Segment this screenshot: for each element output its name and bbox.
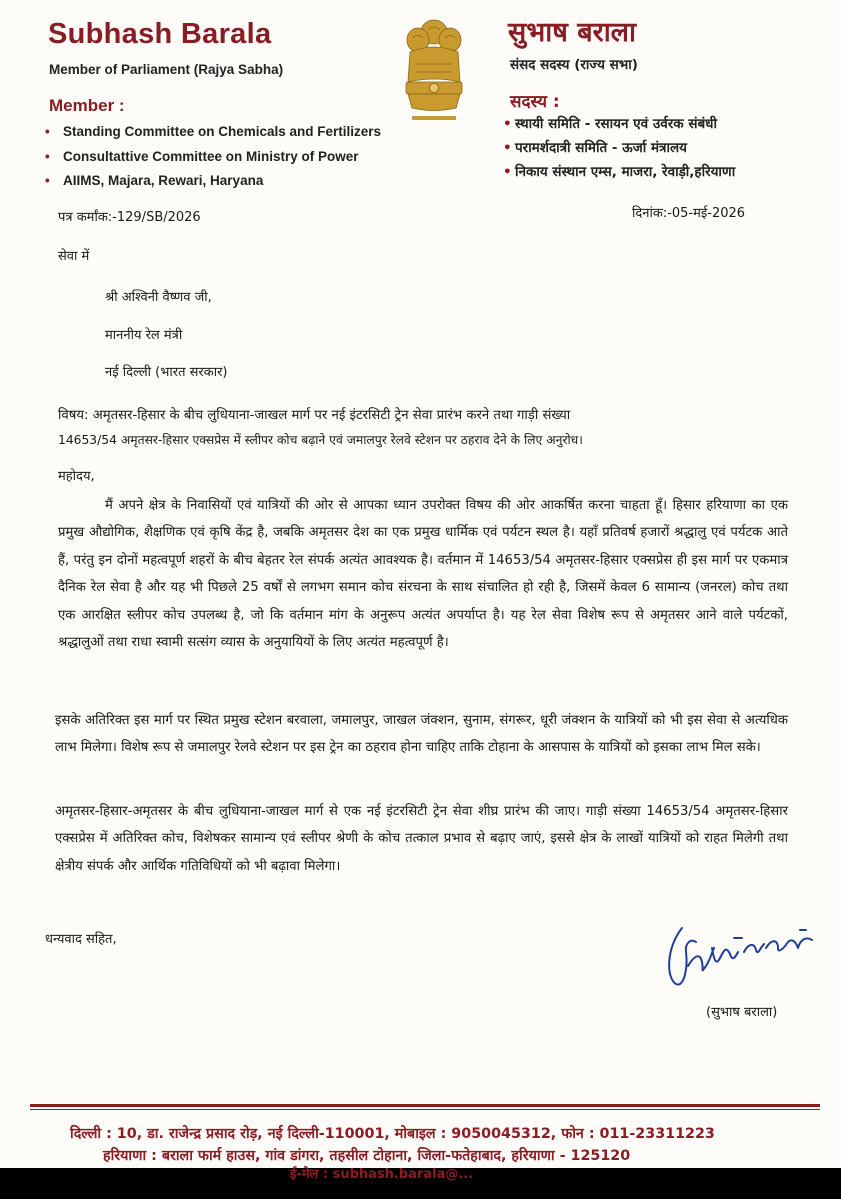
national-emblem-icon <box>398 12 470 130</box>
membership-item: • निकाय संस्थान एम्स, माजरा, रेवाड़ी,हरियाणा <box>503 164 736 180</box>
membership-item: • Standing Committee on Chemicals and Fertilizers <box>45 124 382 139</box>
footer-haryana-address: हरियाणा : बराला फार्म हाउस, गांव डांगरा, तहसील टोहाना, जिला-फतेहाबाद, हरियाणा - 125120 <box>103 1148 631 1164</box>
body-paragraph: मैं अपने क्षेत्र के निवासियों एवं यात्रियों की ओर से आपका ध्यान उपरोक्त विषय की ओर आकर्षित करना चाहता हूँ। हिसार हरियाणा का एक प्रमुख औद्योगिक, शैक्षणिक एवं कृषि केंद्र है, जबकि अमृतसर देश का एक प्रमुख धार्मिक एवं पर्यटन स्थल है। यहाँ प्रतिवर्ष हजारों श्रद्धालु एवं पर्यटक आते हैं, परंतु इन दोनों महत्वपूर्ण शहरों के बीच बेहतर रेल संपर्क अत्यंत आवश्यक है। वर्तमान में 14653/54 अमृतसर-हिसार एक्सप्रेस ही इस मार्ग पर एकमात्र दैनिक रेल सेवा है और यह भी पिछले 25 वर्षों से लगभग समान कोच संरचना के साथ संचालित हो रही है, जिसमें केवल 6 सामान्य (जनरल) कोच तथा एक आरक्षित स्लीपर कोच उपलब्ध है, जो कि वर्तमान मांग के अनुरूप अत्यंत अपर्याप्त है। यह रेल सेवा विशेष रूप से अमृतसर आने वाले पर्यटकों, श्रद्धालुओं तथा राधा स्वामी सत्संग व्यास के अनुयायियों के लिए अत्यंत महत्वपूर्ण है। <box>58 498 788 651</box>
bullet-icon: • <box>503 164 512 180</box>
bullet-icon: • <box>503 116 512 132</box>
footer-divider <box>30 1104 820 1107</box>
signatory-name: (सुभाष बराला) <box>706 1005 778 1020</box>
reference-number: पत्र कर्मांक:-129/SB/2026 <box>58 210 201 225</box>
salutation-to: सेवा में <box>58 249 90 264</box>
closing-line: धन्यवाद सहित, <box>45 932 117 947</box>
membership-item: • AIIMS, Majara, Rewari, Haryana <box>45 173 264 188</box>
bullet-icon: • <box>45 124 50 139</box>
subject-line: 14653/54 अमृतसर-हिसार एक्सप्रेस में स्लीपर कोच बढ़ाने एवं जमालपुर रेलवे स्टेशन पर ठहराव देने के लिए अनुरोध। <box>58 433 583 447</box>
recipient-line: माननीय रेल मंत्री <box>105 328 183 343</box>
body-paragraph: अमृतसर-हिसार-अमृतसर के बीच लुधियाना-जाखल मार्ग से एक नई इंटरसिटी ट्रेन सेवा शीघ्र प्रारंभ की जाए। गाड़ी संख्या 14653/54 अमृतसर-हिसार एक्सप्रेस में अतिरिक्त कोच, विशेषकर सामान्य एवं स्लीपर श्रेणी के कोच तत्काल प्रभाव से बढ़ाए जाएं, इससे क्षेत्र के लाखों यात्रियों को राहत मिलेगी तथा क्षेत्रीय संपर्क और आर्थिक गतिविधियों को भी बढ़ावा मिलेगा। <box>55 804 788 874</box>
membership-item: • परामर्शदात्री समिति - ऊर्जा मंत्रालय <box>503 140 687 156</box>
handwritten-signature-icon <box>660 908 835 993</box>
membership-list-hindi <box>503 114 735 186</box>
bullet-icon: • <box>503 140 512 156</box>
letterhead-name-hindi: सुभाष बराला <box>508 17 636 48</box>
letterhead-designation-english: Member of Parliament (Rajya Sabha) <box>49 62 284 77</box>
letter-date: दिनांक:-05-मई-2026 <box>632 206 746 221</box>
letterhead-designation-hindi: संसद सदस्य (राज्य सभा) <box>510 57 638 73</box>
member-heading-english: Member : <box>49 96 125 115</box>
footer-email: ई-मेल : subhash.barala@... <box>290 1167 474 1182</box>
letterhead-name-english: Subhash Barala <box>48 18 272 50</box>
membership-list-english <box>45 124 381 198</box>
subject-line: विषय: अमृतसर-हिसार के बीच लुधियाना-जाखल मार्ग पर नई इंटरसिटी ट्रेन सेवा प्रारंभ करने तथा गाड़ी संख्या <box>58 408 571 423</box>
member-heading-hindi: सदस्य : <box>510 92 560 112</box>
membership-item: • स्थायी समिति - रसायन एवं उर्वरक संबंधी <box>503 116 717 132</box>
bullet-icon: • <box>45 148 50 164</box>
recipient-line: नई दिल्ली (भारत सरकार) <box>105 365 228 380</box>
greeting: महोदय, <box>58 469 95 484</box>
bullet-icon: • <box>45 173 50 188</box>
footer-delhi-address: दिल्ली : 10, डा. राजेन्द्र प्रसाद रोड़, नई दिल्ली-110001, मोबाइल : 9050045312, फोन : 011-23311223 <box>70 1126 715 1142</box>
recipient-line: श्री अश्विनी वैष्णव जी, <box>105 290 212 305</box>
membership-item: • Consultattive Committee on Ministry of Power <box>45 148 359 164</box>
footer-divider <box>30 1109 820 1110</box>
body-paragraph: इसके अतिरिक्त इस मार्ग पर स्थित प्रमुख स्टेशन बरवाला, जमालपुर, जाखल जंक्शन, सुनाम, संगरूर, धूरी जंक्शन के यात्रियों को भी इस सेवा से अत्यधिक लाभ मिलेगा। विशेष रूप से जमालपुर रेलवे स्टेशन पर इस ट्रेन का ठहराव होना चाहिए ताकि टोहाना के आसपास के यात्रियों को इसका लाभ मिल सके। <box>55 713 788 756</box>
